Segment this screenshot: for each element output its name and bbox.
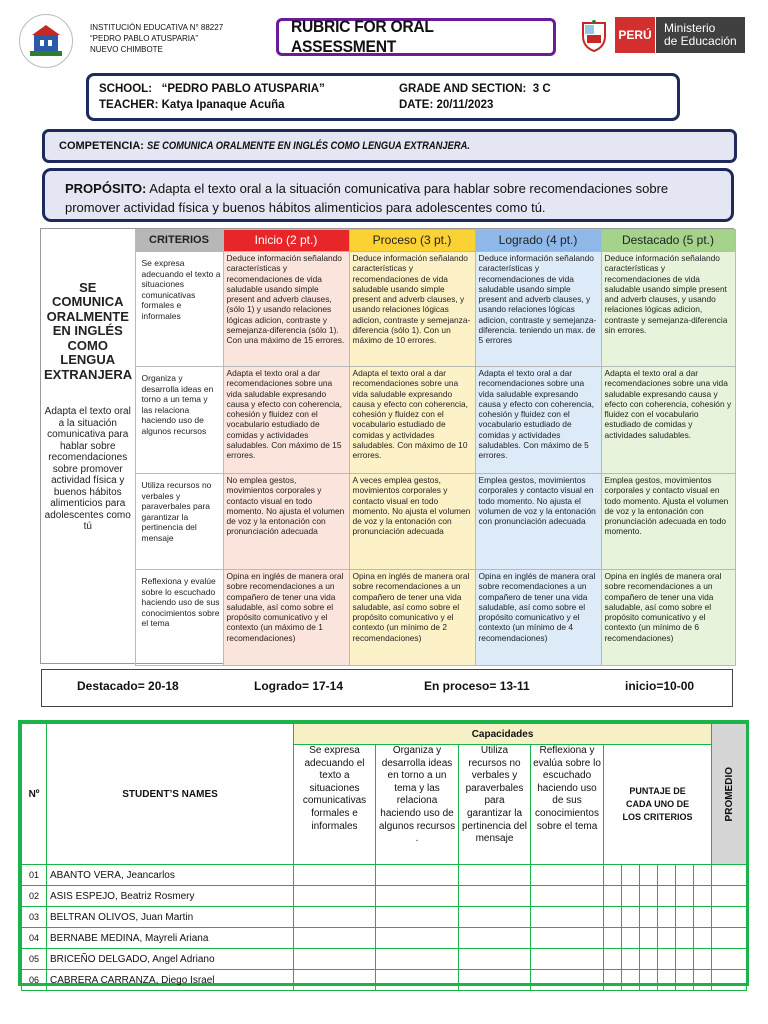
points-cell[interactable]: [658, 970, 676, 991]
rubric-left-column: [41, 230, 135, 666]
proposito-text: Adapta el texto oral a la situación comunicativa para hablar sobre recomendaciones sobre promover actividad física y buenos hábitos alimenticios para adolescentes como tú.: [65, 181, 669, 215]
student-row: [22, 928, 747, 949]
points-cell[interactable]: [658, 928, 676, 949]
student-row: [22, 907, 747, 928]
criterion-cell: Se expresa adecuando el texto a situaciones comunicativas formales e informales: [135, 252, 223, 367]
promedio-header: [712, 724, 747, 865]
points-cell[interactable]: [676, 970, 694, 991]
score-cell[interactable]: [376, 970, 459, 991]
score-cell[interactable]: [459, 865, 531, 886]
capacidad-1: Se expresa adecuando el texto a situaciones comunicativas formales e informales: [294, 745, 376, 865]
competencia-text: SE COMUNICA ORALMENTE EN INGLÉS COMO LENGUA EXTRANJERA.: [146, 140, 470, 152]
page-title: [276, 18, 556, 56]
student-name: CABRERA CARRANZA, Diego Israel: [47, 970, 294, 991]
rubric-row: [41, 570, 735, 666]
score-cell[interactable]: [294, 928, 376, 949]
student-row: [22, 949, 747, 970]
capacidad-4: Reflexiona y evalúa sobre lo escuchado haciendo uso de sus conocimientos sobre el tema: [531, 745, 604, 865]
points-cell[interactable]: [676, 886, 694, 907]
num-header: Nº: [22, 724, 47, 865]
points-cell[interactable]: [622, 970, 640, 991]
score-cell[interactable]: [294, 949, 376, 970]
grade-value: 3 C: [532, 83, 551, 95]
grade-label: GRADE AND SECTION:: [399, 83, 527, 95]
institution-school: “PEDRO PABLO ATUSPARIA”: [90, 34, 199, 43]
criterion-cell: Utiliza recursos no verbales y paraverbales para garantizar la pertinencia del mensaje: [135, 474, 223, 570]
points-cell[interactable]: [604, 949, 622, 970]
score-cell[interactable]: [294, 907, 376, 928]
proceso-cell: Deduce información señalando características y recomendaciones de vida saludable usando simple present and adverb clauses, y usando relaciones lógicas adicion, contraste y semejanza-diferencia (sólo 1). Con un máximo de 10 errores.: [349, 252, 475, 367]
grade-field: [399, 83, 551, 95]
capacidad-3: Utiliza recursos no verbales y paraverbales para garantizar la pertinencia del mensaje: [459, 745, 531, 865]
points-cell[interactable]: [676, 907, 694, 928]
names-header: STUDENT’S NAMES: [47, 724, 294, 865]
school-info-box: [86, 73, 680, 121]
ministry-line1: Ministerio: [664, 21, 716, 35]
school-label: SCHOOL:: [99, 83, 153, 95]
rubric-competence-title: SE COMUNICA ORALMENTE EN INGLÉS COMO LENGUA EXTRANJERA: [44, 279, 133, 382]
header-criterios: CRITERIOS: [135, 230, 223, 252]
points-cell[interactable]: [640, 865, 658, 886]
page-title-text: RUBRIC FOR ORAL ASSESSMENT: [291, 17, 434, 56]
peru-label: PERÚ: [615, 17, 655, 53]
student-num: 01: [22, 865, 47, 886]
school-value: “PEDRO PABLO ATUSPARIA”: [161, 83, 325, 95]
points-cell[interactable]: [676, 949, 694, 970]
logrado-cell: Opina en inglés de manera oral sobre recomendaciones a un compañero de tener una vida saludable, así como sobre el propósito comunicativo y el contexto (un mínimo de 4 recomendaciones): [475, 570, 601, 666]
destacado-cell: Deduce información señalando características y recomendaciones de vida saludable usando simple present and adverb clauses, y usando relaciones lógicas adicion, contraste y semejanza-diferencia sin errores.: [601, 252, 735, 367]
score-cell[interactable]: [531, 886, 604, 907]
destacado-cell: Opina en inglés de manera oral sobre recomendaciones a un compañero de tener una vida saludable, así como sobre el propósito comunicativo y el contexto (un mínimo de 6 recomendaciones): [601, 570, 735, 666]
date-label: DATE:: [399, 99, 434, 111]
inicio-cell: No emplea gestos, movimientos corporales y contacto visual en todo momento. No ajusta el volumen de voz y la entonación con pronunciación adecuada: [223, 474, 349, 570]
student-row: [22, 865, 747, 886]
date-value: 20/11/2023: [436, 99, 494, 111]
rubric-competence-desc: Adapta el texto oral a la situación comunicativa para hablar sobre recomendaciones sobre promover actividad física y buenos hábitos alimenticios para adolescentes como tú: [44, 406, 131, 532]
average-cell[interactable]: [712, 865, 747, 886]
points-cell[interactable]: [640, 970, 658, 991]
points-cell[interactable]: [622, 865, 640, 886]
points-cell[interactable]: [694, 886, 712, 907]
proceso-cell: A veces emplea gestos, movimientos corporales y contacto visual en todo momento. No ajusta el volumen de voz y la entonación con pronunciación adecuada: [349, 474, 475, 570]
capacidad-2: Organiza y desarrolla ideas en torno a un tema y las relaciona haciendo uso de algunos recursos .: [376, 745, 459, 865]
score-cell[interactable]: [531, 928, 604, 949]
institution-name: INSTITUCIÓN EDUCATIVA N° 88227: [90, 23, 224, 32]
logrado-cell: Deduce información señalando características y recomendaciones de vida saludable usando simple present and adverb clauses, y usando relaciones lógicas adicion, contraste y semejanza-diferencia. teniendo un max. de 5 errores: [475, 252, 601, 367]
average-cell[interactable]: [712, 907, 747, 928]
score-cell[interactable]: [531, 865, 604, 886]
points-cell[interactable]: [640, 886, 658, 907]
average-cell[interactable]: [712, 949, 747, 970]
points-cell[interactable]: [658, 949, 676, 970]
points-cell[interactable]: [622, 928, 640, 949]
points-cell[interactable]: [658, 865, 676, 886]
student-num: 05: [22, 949, 47, 970]
teacher-label: TEACHER:: [99, 99, 159, 111]
student-name: ASIS ESPEJO, Beatriz Rosmery: [47, 886, 294, 907]
score-cell[interactable]: [376, 886, 459, 907]
points-cell[interactable]: [604, 865, 622, 886]
points-cell[interactable]: [694, 865, 712, 886]
points-cell[interactable]: [604, 886, 622, 907]
ministry-line2: de Educación: [664, 34, 737, 48]
points-cell[interactable]: [694, 928, 712, 949]
logrado-cell: Adapta el texto oral a dar recomendaciones sobre una vida saludable expresando causa y efecto con coherencia, cohesión y fluidez con el vocabulario estudiado de comidas y actividades saludables. Con máximo de 5 errores.: [475, 367, 601, 474]
points-cell[interactable]: [676, 865, 694, 886]
destacado-cell: Emplea gestos, movimientos corporales y contacto visual en todo momento. Ajusta el volumen de voz y la entonación con pronunciación adecuada en todo momento.: [601, 474, 735, 570]
inicio-cell: Adapta el texto oral a dar recomendaciones sobre una vida saludable expresando causa y efecto con coherencia, cohesión y fluidez con el vocabulario estudiado de comidas y actividades saludables. Con máximo de 15 errores.: [223, 367, 349, 474]
score-cell[interactable]: [376, 907, 459, 928]
student-row: [22, 970, 747, 991]
header-destacado: Destacado (5 pt.): [601, 230, 735, 252]
score-cell[interactable]: [376, 928, 459, 949]
rubric-table: [40, 228, 734, 664]
student-num: 03: [22, 907, 47, 928]
scale-inicio: inicio=10-00: [625, 679, 695, 693]
points-cell[interactable]: [640, 949, 658, 970]
institution-city: NUEVO CHIMBOTE: [90, 45, 163, 54]
date-field: [399, 99, 493, 111]
points-cell[interactable]: [622, 949, 640, 970]
score-cell[interactable]: [459, 928, 531, 949]
points-cell[interactable]: [694, 907, 712, 928]
score-cell[interactable]: [459, 949, 531, 970]
points-cell[interactable]: [676, 928, 694, 949]
rubric-row: [41, 252, 735, 367]
ministry-logo: [615, 17, 745, 53]
competencia-label: COMPETENCIA:: [59, 140, 144, 152]
score-cell[interactable]: [376, 865, 459, 886]
points-cell[interactable]: [640, 907, 658, 928]
student-name: BRICEÑO DELGADO, Angel Adriano: [47, 949, 294, 970]
logrado-cell: Emplea gestos, movimientos corporales y contacto visual en todo momento. No ajusta el volumen de voz y la entonación con pronunciación adecuada: [475, 474, 601, 570]
points-cell[interactable]: [604, 928, 622, 949]
points-cell[interactable]: [658, 886, 676, 907]
scale-destacado: Destacado= 20-18: [77, 679, 179, 693]
average-cell[interactable]: [712, 886, 747, 907]
points-cell[interactable]: [622, 886, 640, 907]
criterion-cell: Reflexiona y evalúe sobre lo escuchado haciendo uso de sus conocimientos sobre el tema: [135, 570, 223, 666]
teacher-field: [99, 99, 285, 111]
proceso-cell: Opina en inglés de manera oral sobre recomendaciones a un compañero de tener una vida saludable, así como sobre el propósito comunicativo y el contexto (un mínimo de 2 recomendaciones): [349, 570, 475, 666]
student-num: 06: [22, 970, 47, 991]
rubric-row: [41, 474, 735, 570]
points-cell[interactable]: [694, 949, 712, 970]
institution-info: [90, 22, 223, 55]
score-cell[interactable]: [531, 949, 604, 970]
average-cell[interactable]: [712, 970, 747, 991]
student-name: BERNABE MEDINA, Mayreli Ariana: [47, 928, 294, 949]
score-cell[interactable]: [459, 970, 531, 991]
destacado-cell: Adapta el texto oral a dar recomendaciones sobre una vida saludable expresando causa y efecto con coherencia, cohesión y fluidez con el vocabulario estudiado de comidas y actividades saludables.: [601, 367, 735, 474]
grading-scale: [41, 669, 733, 707]
header-proceso: Proceso (3 pt.): [349, 230, 475, 252]
score-cell[interactable]: [294, 865, 376, 886]
school-logo: [19, 14, 73, 68]
proposito-box: [42, 168, 734, 222]
students-table: [18, 720, 749, 986]
scale-proceso: En proceso= 13-11: [424, 679, 530, 693]
inicio-cell: Deduce información señalando características y recomendaciones de vida saludable usando simple present and adverb clauses,(sólo 1) y usando relaciones lógicas adicion, contraste y semejanza-diferencia (sólo 1). Con una máximo de 15 errores.: [223, 252, 349, 367]
score-cell[interactable]: [294, 886, 376, 907]
score-cell[interactable]: [376, 949, 459, 970]
header-inicio: Inicio (2 pt.): [223, 230, 349, 252]
capacidades-header: Capacidades: [294, 724, 712, 745]
points-cell[interactable]: [622, 907, 640, 928]
criterion-cell: Organiza y desarrolla ideas en torno a un tema y las relaciona haciendo uso de algunos recursos: [135, 367, 223, 474]
puntaje-header: PUNTAJE DE CADA UNO DE LOS CRITERIOS: [604, 745, 712, 865]
promedio-label: PROMEDIO: [723, 766, 735, 822]
points-cell[interactable]: [604, 970, 622, 991]
student-name: BELTRAN OLIVOS, Juan Martin: [47, 907, 294, 928]
score-cell[interactable]: [294, 970, 376, 991]
proceso-cell: Adapta el texto oral a dar recomendaciones sobre una vida saludable expresando causa y efecto con coherencia, cohesión y fluidez con el vocabulario estudiado de comidas y actividades saludables. Con máximo de 10 errores.: [349, 367, 475, 474]
teacher-value: Katya Ipanaque Acuña: [161, 99, 285, 111]
rubric-row: [41, 367, 735, 474]
peru-shield-icon: [580, 20, 608, 52]
header-logrado: Logrado (4 pt.): [475, 230, 601, 252]
student-num: 04: [22, 928, 47, 949]
student-name: ABANTO VERA, Jeancarlos: [47, 865, 294, 886]
points-cell[interactable]: [604, 907, 622, 928]
score-cell[interactable]: [531, 907, 604, 928]
student-num: 02: [22, 886, 47, 907]
score-cell[interactable]: [459, 886, 531, 907]
competencia-box: [42, 129, 737, 163]
points-cell[interactable]: [640, 928, 658, 949]
scale-logrado: Logrado= 17-14: [254, 679, 344, 693]
school-field: [99, 83, 325, 95]
average-cell[interactable]: [712, 928, 747, 949]
score-cell[interactable]: [459, 907, 531, 928]
student-row: [22, 886, 747, 907]
proposito-label: PROPÓSITO:: [65, 181, 147, 196]
points-cell[interactable]: [694, 970, 712, 991]
inicio-cell: Opina en inglés de manera oral sobre recomendaciones a un compañero de tener una vida saludable, así como sobre el propósito comunicativo y el contexto (un máximo de 1 recomendaciones): [223, 570, 349, 666]
score-cell[interactable]: [531, 970, 604, 991]
points-cell[interactable]: [658, 907, 676, 928]
